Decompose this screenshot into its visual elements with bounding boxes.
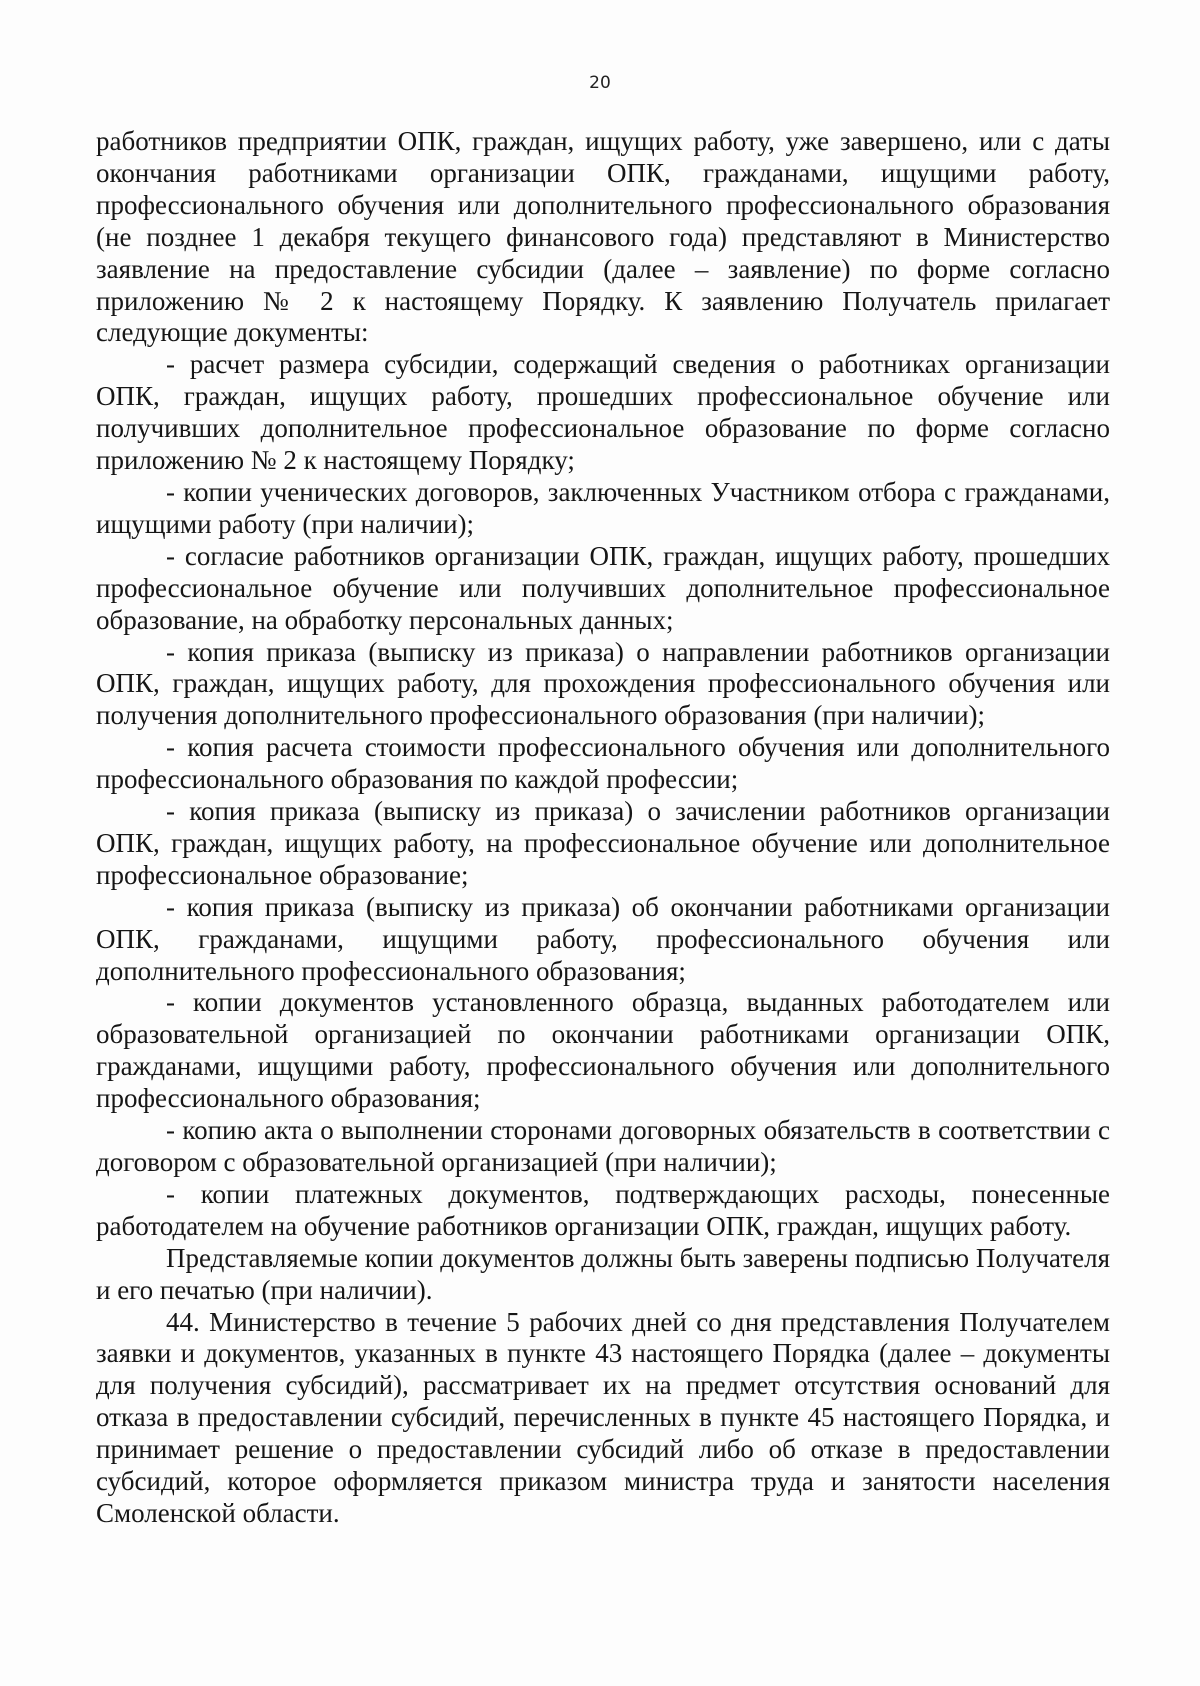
list-item-payment-documents: - копии платежных документов, подтверждающих расходы, понесенные работодателем на обучение работников организации ОПК, граждан, ищущих работу.	[96, 1178, 1110, 1241]
page-number: 20	[589, 73, 611, 93]
document-body	[96, 126, 1110, 1530]
list-item-fulfillment-act: - копию акта о выполнении сторонами договорных обязательств в соответствии с договором с образовательной организацией (при наличии);	[96, 1115, 1110, 1177]
list-item-cost-calculation: - копия расчета стоимости профессионального обучения или дополнительного профессионального образования по каждой профессии;	[96, 732, 1110, 795]
paragraph-certification: Представляемые копии документов должны быть заверены подписью Получателя и его печатью (при наличии).	[96, 1242, 1110, 1305]
list-item-personal-data-consent: - согласие работников организации ОПК, граждан, ищущих работу, прошедших профессиональное обучение или получивших дополнительное профессиональное образование, на обработку персональных данных;	[96, 540, 1110, 635]
list-item-referral-order: - копия приказа (выписку из приказа) о направлении работников организации ОПК, граждан, ищущих работу, для прохождения профессионального обучения или получения дополнительного профессионального образования (при наличии);	[96, 636, 1110, 731]
list-item-certificates: - копии документов установленного образца, выданных работодателем или образовательной организацией по окончании работниками организации ОПК, гражданами, ищущими работу, профессионального обучения или дополнительного профессионального образования;	[96, 987, 1110, 1114]
list-item-apprentice-contracts: - копии ученических договоров, заключенных Участником отбора с гражданами, ищущими работу (при наличии);	[96, 476, 1110, 539]
list-item-enrollment-order: - копия приказа (выписку из приказа) о зачислении работников организации ОПК, граждан, ищущих работу, на профессиональное обучение или дополнительное профессиональное образование;	[96, 796, 1110, 890]
paragraph-clause-44: 44. Министерство в течение 5 рабочих дней со дня представления Получателем заявки и документов, указанных в пункте 43 настоящего Порядка (далее – документы для получения субсидий), рассматривает их на предмет отсутствия оснований для отказа в предоставлении субсидий, перечисленных в пункте 45 настоящего Порядка, и принимает решение о предоставлении субсидий либо об отказе в предоставлении субсидий, которое оформляется приказом министра труда и занятости населения Смоленской области.	[96, 1306, 1110, 1528]
list-item-completion-order: - копия приказа (выписку из приказа) об окончании работниками организации ОПК, гражданами, ищущими работу, профессионального обучения или дополнительного профессионального образования;	[96, 891, 1110, 986]
paragraph-continuation: работников предприятии ОПК, граждан, ищущих работу, уже завершено, или с даты окончания работниками организации ОПК, гражданами, ищущими работу, профессионального обучения или дополнительного профессионального образования (не позднее 1 декабря текущего финансового года) представляют в Министерство заявление на предоставление субсидии (далее – заявление) по форме согласно приложению № 2 к настоящему Порядку. К заявлению Получатель прилагает следующие документы:	[96, 126, 1110, 348]
list-item-subsidy-calculation: - расчет размера субсидии, содержащий сведения о работниках организации ОПК, граждан, ищущих работу, прошедших профессиональное обучение или получивших дополнительное профессиональное образование по форме согласно приложению № 2 к настоящему Порядку;	[96, 349, 1110, 476]
